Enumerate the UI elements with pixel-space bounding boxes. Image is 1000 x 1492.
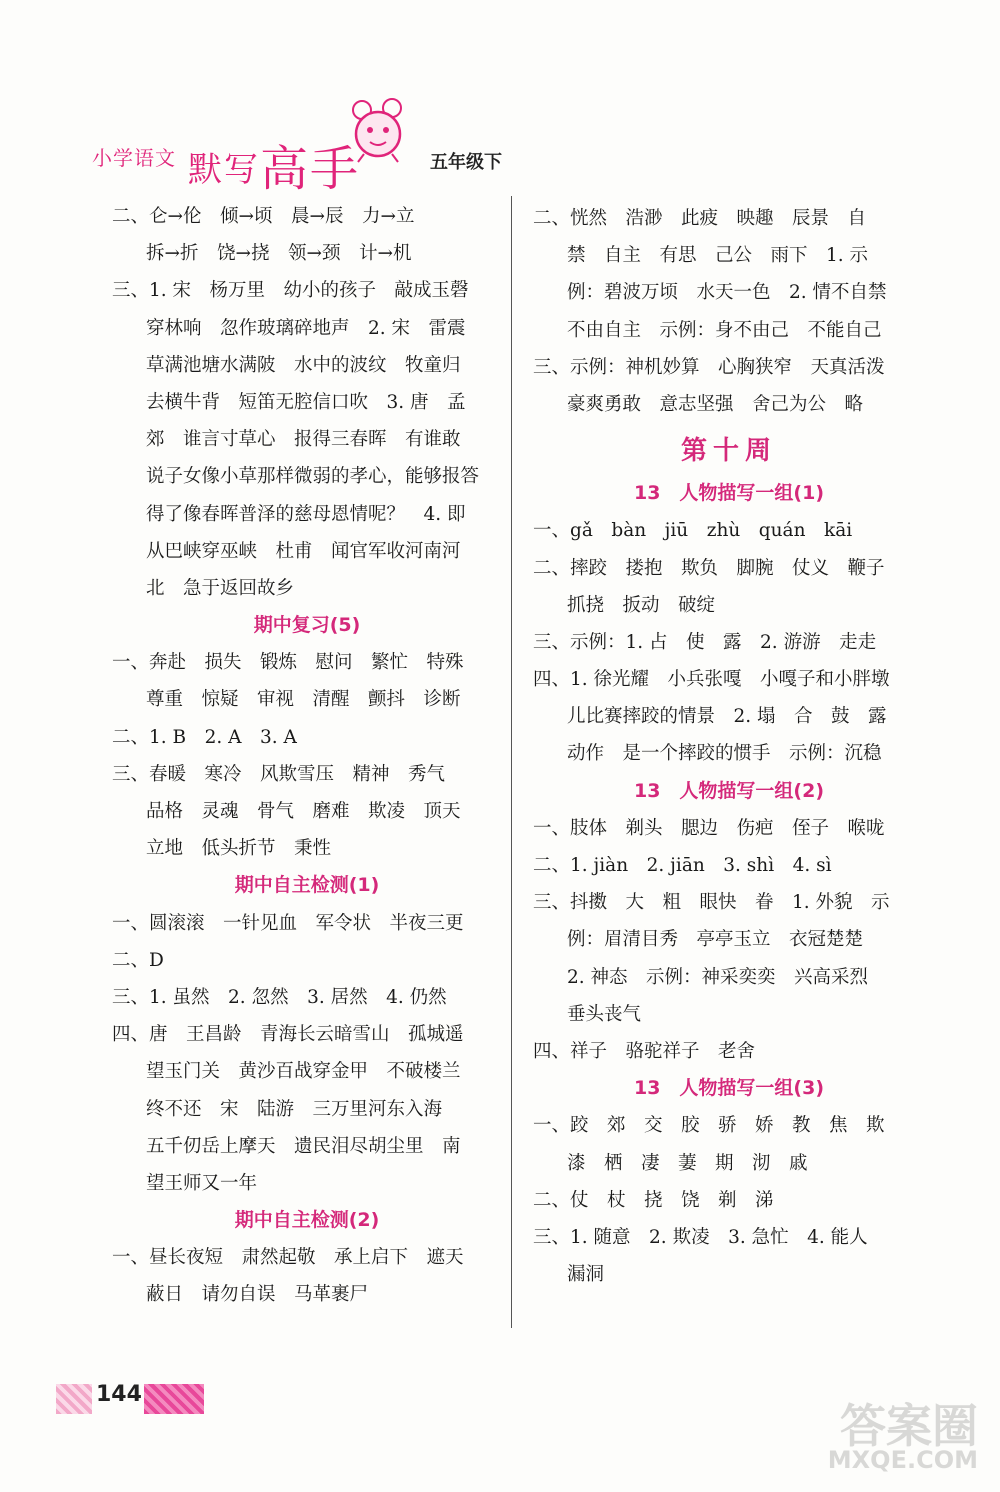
- section-title: 13 人物描写一组(2): [633, 779, 825, 802]
- answer-line: 望玉门关 黄沙百战穿金甲 不破楼兰: [146, 1061, 461, 1083]
- answer-line: 四、唐 王昌龄 青海长云暗雪山 孤城遥: [112, 1024, 464, 1046]
- brand-subtitle: 小学语文: [92, 146, 176, 170]
- answer-line: 品格 灵魂 骨气 磨难 欺凌 顶天: [146, 801, 461, 822]
- answer-line: 例：眉清目秀 亭亭玉立 衣冠楚楚: [567, 929, 864, 951]
- brand-title-part-1: 默写: [188, 150, 260, 190]
- page-number: 144: [96, 1382, 142, 1407]
- answer-line: 从巴峡穿巫峡 杜甫 闻官军收河南河: [146, 540, 461, 562]
- answer-line: 三、示例：1. 占 使 露 2. 游游 走走: [533, 631, 877, 653]
- page-header: [92, 96, 532, 197]
- answer-line: 说子女像小草那样微弱的孝心，能够报答: [146, 466, 480, 488]
- answer-line: 三、1. 宋 杨万里 幼小的孩子 敲成玉磬: [112, 280, 469, 302]
- answer-line: 得了像春晖普泽的慈母恩情呢？ 4. 即: [146, 503, 466, 525]
- answer-line: 四、祥子 骆驼祥子 老舍: [533, 1040, 756, 1062]
- answer-line: 尊重 惊疑 审视 清醒 颤抖 诊断: [146, 689, 461, 711]
- answer-line: 儿比赛摔跤的情景 2. 塌 合 鼓 露: [567, 706, 887, 728]
- answer-line: 终不还 宋 陆游 三万里河东入海: [146, 1098, 443, 1120]
- answer-line: 三、1. 随意 2. 欺凌 3. 急忙 4. 能人: [533, 1226, 868, 1248]
- watermark: [778, 1390, 978, 1480]
- answer-line: 一、肢体 剃头 腮边 伤疤 侄子 喉咙: [533, 817, 885, 839]
- answer-line: 二、1. jiàn 2. jiān 3. shì 4. sì: [533, 855, 832, 876]
- answer-line: 拆→折 饶→挠 领→颈 计→机: [146, 243, 412, 265]
- watermark-text: 答案圈: [840, 1399, 978, 1453]
- answer-line: 北 急于返回故乡: [146, 577, 295, 599]
- answer-line: 不由自主 示例：身不由己 不能自己: [567, 319, 882, 341]
- answer-line: 望王师又一年: [146, 1172, 258, 1194]
- section-title: 13 人物描写一组(1): [633, 482, 825, 505]
- answer-line: 三、示例：神机妙算 心胸狭窄 天真活泼: [533, 356, 885, 378]
- answer-line: 四、1. 徐光耀 小兵张嘎 小嘎子和小胖墩: [533, 669, 890, 691]
- week-title: 第十周: [680, 436, 777, 467]
- answer-line: 穿林响 忽作玻璃碎地声 2. 宋 雷震: [146, 317, 466, 339]
- column-divider: [511, 196, 512, 1328]
- brand-title: [188, 126, 360, 195]
- section-title: 期中自主检测(2): [234, 1209, 380, 1232]
- answer-line: 立地 低头折节 秉性: [146, 838, 332, 860]
- brand-title-part-2: 高手: [260, 141, 361, 197]
- answer-line: 二、仗 杖 挠 饶 剃 涕: [533, 1189, 774, 1211]
- answer-line: 草满池塘水满陂 水中的波纹 牧童归: [146, 354, 461, 376]
- section-title: 期中自主检测(1): [234, 874, 380, 897]
- answer-line: 三、春暖 寒冷 风欺雪压 精神 秀气: [112, 763, 446, 785]
- answer-line: 二、恍然 浩渺 此疲 映趣 辰景 自: [533, 208, 867, 229]
- answer-line: 三、1. 虽然 2. 忽然 3. 居然 4. 仍然: [112, 986, 447, 1008]
- alarm-clock-icon: [342, 96, 414, 166]
- answer-line: 漆 栖 凄 萋 期 沏 戚: [567, 1152, 808, 1174]
- footer-decoration-right: [144, 1384, 204, 1414]
- answer-line: 二、D: [112, 949, 164, 971]
- answer-line: 一、昼长夜短 肃然起敬 承上启下 遮天: [112, 1247, 464, 1269]
- footer-decoration-left: [56, 1384, 92, 1414]
- answer-line: 漏洞: [567, 1264, 605, 1286]
- answer-line: 二、1. B 2. A 3. A: [112, 726, 297, 748]
- answer-line: 一、gǎ bàn jiū zhù quán kāi: [533, 520, 853, 542]
- answer-line: 动作 是一个摔跤的惯手 示例：沉稳: [567, 743, 882, 765]
- section-title: 13 人物描写一组(3): [633, 1077, 825, 1100]
- grade-label: 五年级下: [430, 152, 502, 173]
- answer-line: 垂头丧气: [567, 1003, 642, 1025]
- answer-line: 豪爽勇敢 意志坚强 舍己为公 略: [567, 393, 864, 415]
- answer-line: 抓挠 扳动 破绽: [567, 594, 716, 616]
- answer-line: 例：碧波万顷 水天一色 2. 情不自禁: [567, 282, 887, 304]
- answer-line: 一、跤 郊 交 胶 骄 娇 教 焦 欺: [533, 1115, 885, 1137]
- watermark-url: MXQE.COM: [827, 1446, 978, 1474]
- answer-line: 一、奔赴 损失 锻炼 慰问 繁忙 特殊: [112, 652, 464, 674]
- answer-line: 三、抖擞 大 粗 眼快 眷 1. 外貌 示: [533, 892, 890, 914]
- answer-line: 2. 神态 示例：神采奕奕 兴高采烈: [567, 966, 869, 988]
- answer-line: 二、摔跤 搂抱 欺负 脚腕 仗义 鞭子: [533, 557, 885, 579]
- answer-line: 一、圆滚滚 一针见血 军令状 半夜三更: [112, 912, 464, 934]
- answer-line: 去横牛背 短笛无腔信口吹 3. 唐 孟: [146, 391, 466, 413]
- right-column: [533, 200, 925, 1293]
- answer-line: 五千仞岳上摩天 遗民泪尽胡尘里 南: [146, 1135, 461, 1157]
- page-footer: [56, 1380, 216, 1416]
- answer-line: 二、仑→伦 倾→顷 晨→辰 力→立: [112, 206, 415, 227]
- answer-line: 禁 自主 有思 己公 雨下 1. 示: [567, 245, 869, 267]
- left-column: [112, 198, 502, 1314]
- answer-line: 蔽日 请勿自误 马革裹尸: [146, 1284, 369, 1306]
- answer-line: 郊 谁言寸草心 报得三春晖 有谁敢: [146, 429, 461, 451]
- section-title: 期中复习(5): [253, 614, 361, 637]
